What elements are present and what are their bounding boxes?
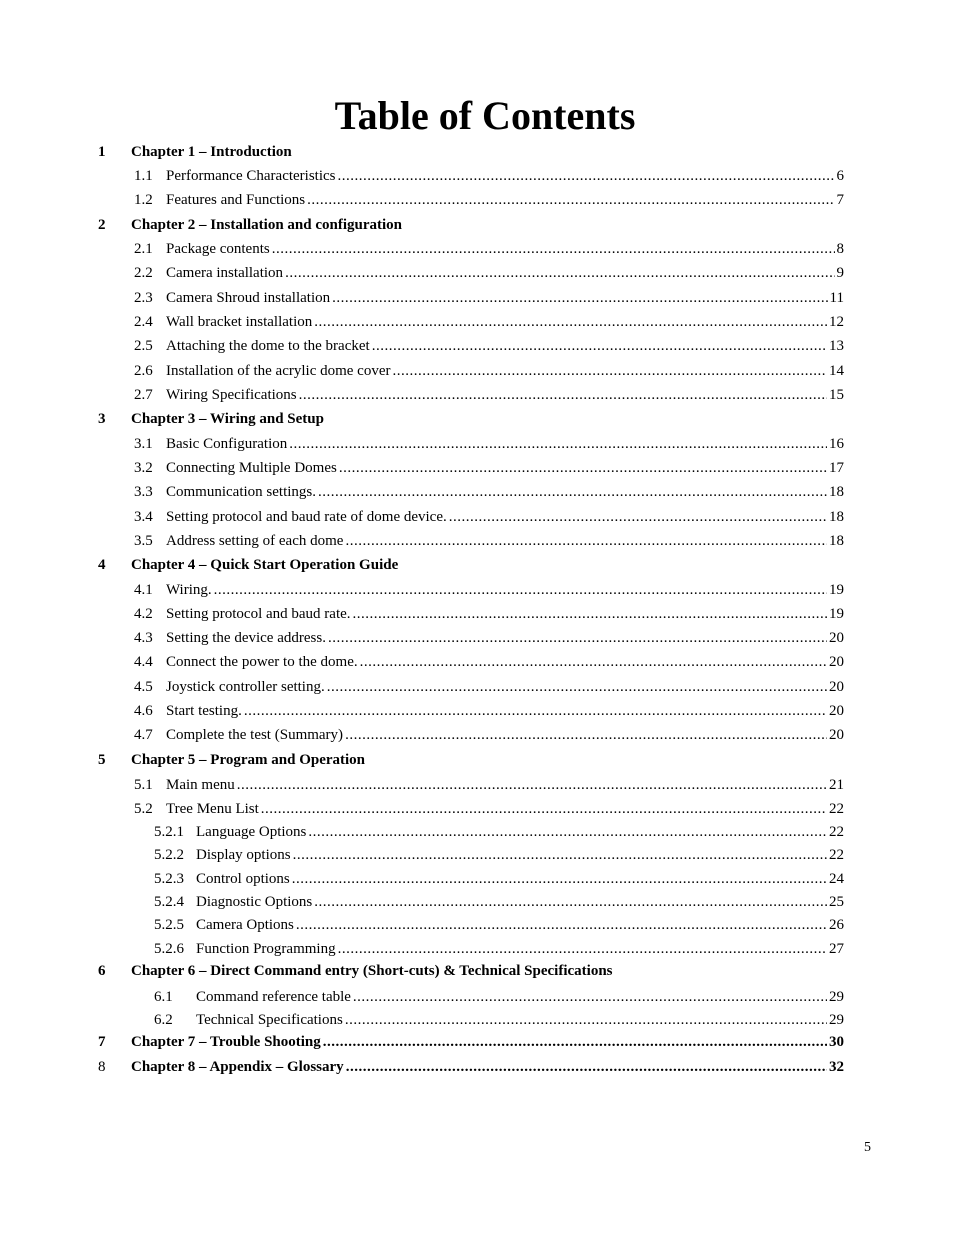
page-number: 5	[864, 1140, 871, 1155]
toc-entry-page: 22	[829, 801, 844, 817]
toc-entry[interactable]	[0, 892, 954, 912]
toc-entry-number: 2.3	[134, 290, 153, 306]
toc-entry-title: Features and Functions	[166, 192, 306, 208]
toc-dot-leader	[289, 434, 827, 454]
toc-dot-leader	[237, 775, 827, 795]
toc-entry-title: Setting protocol and baud rate of dome device.	[166, 509, 447, 525]
toc-entry-number: 6	[98, 963, 106, 979]
toc-dot-leader	[314, 312, 827, 332]
toc-dot-leader	[338, 166, 835, 186]
toc-entry-number: 7	[98, 1034, 106, 1050]
toc-entry-number: 2	[98, 217, 106, 233]
toc-entry[interactable]	[0, 263, 954, 283]
toc-entry[interactable]	[0, 628, 954, 648]
toc-entry-title: Chapter 3 – Wiring and Setup	[131, 411, 324, 427]
toc-entry-number: 8	[98, 1059, 106, 1075]
toc-entry-title: Installation of the acrylic dome cover	[166, 363, 391, 379]
toc-entry[interactable]	[0, 555, 954, 575]
toc-entry-number: 2.4	[134, 314, 153, 330]
toc-dot-leader	[353, 987, 827, 1007]
toc-dot-leader	[360, 652, 827, 672]
toc-entry-page: 24	[829, 871, 844, 887]
toc-entry[interactable]	[0, 409, 954, 429]
toc-entry-number: 2.2	[134, 265, 153, 281]
toc-entry-page: 27	[829, 941, 844, 957]
toc-entry-number: 4.7	[134, 727, 153, 743]
toc-entry-number: 5.2.2	[154, 847, 184, 863]
toc-dot-leader	[318, 482, 827, 502]
toc-entry-title: Chapter 4 – Quick Start Operation Guide	[131, 557, 399, 573]
toc-entry[interactable]	[0, 845, 954, 865]
toc-entry-number: 4	[98, 557, 106, 573]
toc-entry-page: 15	[829, 387, 844, 403]
toc-entry[interactable]	[0, 799, 954, 819]
toc-entry-page: 20	[829, 630, 844, 646]
toc-entry-page: 9	[836, 265, 844, 281]
toc-entry-title: Command reference table	[196, 989, 351, 1005]
toc-entry[interactable]	[0, 507, 954, 527]
toc-dot-leader	[244, 701, 827, 721]
toc-entry-title: Complete the test (Summary)	[166, 727, 344, 743]
toc-dot-leader	[345, 531, 827, 551]
toc-entry[interactable]	[0, 652, 954, 672]
toc-dot-leader	[393, 361, 828, 381]
toc-entry[interactable]	[0, 434, 954, 454]
toc-entry-title: Attaching the dome to the bracket	[166, 338, 370, 354]
toc-entry[interactable]	[0, 750, 954, 770]
toc-entry-number: 3.2	[134, 460, 153, 476]
toc-entry-title: Function Programming	[196, 941, 336, 957]
toc-entry-page: 13	[829, 338, 844, 354]
toc-entry-title: Wiring.	[166, 582, 212, 598]
toc-entry[interactable]	[0, 288, 954, 308]
toc-entry[interactable]	[0, 604, 954, 624]
toc-dot-leader	[449, 507, 827, 527]
toc-entry-number: 4.3	[134, 630, 153, 646]
toc-entry-number: 5.1	[134, 777, 153, 793]
toc-dot-leader	[296, 915, 827, 935]
toc-entry[interactable]	[0, 336, 954, 356]
toc-entry-number: 5.2.4	[154, 894, 184, 910]
toc-entry[interactable]	[0, 939, 954, 959]
toc-dot-leader	[328, 628, 827, 648]
toc-entry[interactable]	[0, 482, 954, 502]
toc-entry-page: 17	[829, 460, 844, 476]
toc-entry-number: 3.1	[134, 436, 153, 452]
toc-entry-page: 26	[829, 917, 844, 933]
toc-dot-leader	[339, 458, 827, 478]
toc-entry-page: 30	[829, 1034, 844, 1050]
toc-dot-leader	[372, 336, 827, 356]
toc-dot-leader	[272, 239, 835, 259]
toc-entry[interactable]	[0, 987, 954, 1007]
toc-dot-leader	[353, 604, 827, 624]
toc-entry-number: 4.5	[134, 679, 153, 695]
toc-entry-number: 2.7	[134, 387, 153, 403]
toc-entry-page: 20	[829, 727, 844, 743]
toc-dot-leader	[345, 1010, 827, 1030]
toc-entry-number: 1.1	[134, 168, 153, 184]
toc-entry[interactable]	[0, 775, 954, 795]
toc-entry-title: Main menu	[166, 777, 235, 793]
toc-dot-leader	[292, 869, 827, 889]
toc-entry[interactable]	[0, 677, 954, 697]
toc-entry[interactable]	[0, 142, 954, 162]
toc-entry-page: 18	[829, 533, 844, 549]
toc-entry-number: 3	[98, 411, 106, 427]
toc-entry-number: 2.5	[134, 338, 153, 354]
toc-entry-number: 3.5	[134, 533, 153, 549]
toc-entry-page: 29	[829, 989, 844, 1005]
toc-entry-title: Connect the power to the dome.	[166, 654, 358, 670]
toc-entry[interactable]	[0, 190, 954, 210]
toc-entry-title: Chapter 6 – Direct Command entry (Short-cuts) & Technical Specifications	[131, 963, 613, 979]
toc-entry-page: 19	[829, 582, 844, 598]
toc-entry-title: Wall bracket installation	[166, 314, 313, 330]
toc-dot-leader	[261, 799, 827, 819]
toc-entry-page: 18	[829, 484, 844, 500]
toc-entry-title: Chapter 2 – Installation and configuration	[131, 217, 403, 233]
toc-entry-page: 29	[829, 1012, 844, 1028]
toc-dot-leader	[307, 190, 834, 210]
toc-entry-page: 22	[829, 847, 844, 863]
toc-entry[interactable]	[0, 869, 954, 889]
toc-entry[interactable]	[0, 701, 954, 721]
toc-entry-number: 2.6	[134, 363, 153, 379]
toc-entry[interactable]	[0, 1010, 954, 1030]
toc-entry-title: Language Options	[196, 824, 307, 840]
toc-entry-title: Display options	[196, 847, 291, 863]
toc-entry-title: Camera Shroud installation	[166, 290, 331, 306]
toc-entry-number: 1	[98, 144, 106, 160]
toc-entry-title: Basic Configuration	[166, 436, 288, 452]
toc-dot-leader	[346, 1057, 827, 1077]
toc-entry-number: 5	[98, 752, 106, 768]
toc-entry-page: 20	[829, 679, 844, 695]
toc-dot-leader	[299, 385, 827, 405]
toc-entry-number: 5.2.6	[154, 941, 184, 957]
toc-entry-title: Chapter 5 – Program and Operation	[131, 752, 366, 768]
toc-entry-number: 4.4	[134, 654, 153, 670]
toc-entry-number: 1.2	[134, 192, 153, 208]
toc-entry[interactable]	[0, 1032, 954, 1052]
toc-entry-title: Package contents	[166, 241, 270, 257]
toc-entry-title: Wiring Specifications	[166, 387, 297, 403]
toc-entry-number: 4.2	[134, 606, 153, 622]
toc-dot-leader	[293, 845, 827, 865]
toc-entry-page: 32	[829, 1059, 844, 1075]
toc-entry-number: 3.4	[134, 509, 153, 525]
toc-entry-page: 8	[836, 241, 844, 257]
toc-dot-leader	[214, 580, 827, 600]
toc-dot-leader	[285, 263, 834, 283]
toc-entry-title: Camera Options	[196, 917, 294, 933]
toc-dot-leader	[338, 939, 827, 959]
toc-entry-title: Address setting of each dome	[166, 533, 344, 549]
toc-entry-number: 6.2	[154, 1012, 173, 1028]
toc-entry-title: Tree Menu List	[166, 801, 259, 817]
toc-entry-page: 19	[829, 606, 844, 622]
toc-entry-title: Chapter 8 – Appendix – Glossary	[131, 1059, 344, 1075]
toc-entry-page: 7	[836, 192, 844, 208]
toc-entry[interactable]	[0, 385, 954, 405]
toc-dot-leader	[308, 822, 827, 842]
toc-entry-title: Performance Characteristics	[166, 168, 336, 184]
toc-entry-number: 6.1	[154, 989, 173, 1005]
toc-entry-number: 5.2.1	[154, 824, 184, 840]
toc-entry-title: Connecting Multiple Domes	[166, 460, 337, 476]
toc-entry-title: Chapter 1 – Introduction	[131, 144, 292, 160]
toc-dot-leader	[327, 677, 827, 697]
toc-entry-page: 12	[829, 314, 844, 330]
toc-entry[interactable]	[0, 725, 954, 745]
toc-entry-number: 2.1	[134, 241, 153, 257]
toc-entry[interactable]	[0, 961, 954, 981]
toc-entry-page: 21	[829, 777, 844, 793]
toc-entry-title: Communication settings.	[166, 484, 316, 500]
toc-dot-leader	[332, 288, 827, 308]
toc-entry-page: 14	[829, 363, 844, 379]
toc-entry-page: 20	[829, 703, 844, 719]
toc-entry-number: 3.3	[134, 484, 153, 500]
page-title: Table of Contents	[334, 93, 636, 138]
toc-entry-title: Camera installation	[166, 265, 284, 281]
toc-entry[interactable]	[0, 531, 954, 551]
toc-entry-title: Chapter 7 – Trouble Shooting	[131, 1034, 321, 1050]
toc-entry[interactable]	[0, 239, 954, 259]
toc-entry-title: Setting the device address.	[166, 630, 326, 646]
toc-entry-title: Setting protocol and baud rate.	[166, 606, 351, 622]
toc-entry-page: 18	[829, 509, 844, 525]
toc-entry-page: 20	[829, 654, 844, 670]
toc-entry-number: 4.1	[134, 582, 153, 598]
toc-entry-title: Technical Specifications	[196, 1012, 343, 1028]
toc-entry[interactable]	[0, 915, 954, 935]
toc-entry-title: Start testing.	[166, 703, 242, 719]
toc-entry-page: 11	[829, 290, 844, 306]
toc-entry[interactable]	[0, 580, 954, 600]
toc-entry-title: Diagnostic Options	[196, 894, 313, 910]
toc-dot-leader	[345, 725, 827, 745]
toc-dot-leader	[314, 892, 827, 912]
toc-entry-number: 5.2	[134, 801, 153, 817]
toc-entry-title: Control options	[196, 871, 290, 887]
toc-entry-page: 22	[829, 824, 844, 840]
toc-entry[interactable]	[0, 1057, 954, 1077]
toc-entry[interactable]	[0, 458, 954, 478]
toc-entry-title: Joystick controller setting.	[166, 679, 325, 695]
toc-entry-number: 5.2.5	[154, 917, 184, 933]
toc-entry[interactable]	[0, 166, 954, 186]
toc-entry-page: 25	[829, 894, 844, 910]
toc-entry[interactable]	[0, 312, 954, 332]
toc-entry[interactable]	[0, 215, 954, 235]
toc-dot-leader	[323, 1032, 827, 1052]
toc-entry-number: 5.2.3	[154, 871, 184, 887]
toc-entry[interactable]	[0, 822, 954, 842]
toc-entry-page: 6	[836, 168, 844, 184]
toc-entry[interactable]	[0, 361, 954, 381]
toc-entry-number: 4.6	[134, 703, 153, 719]
toc-entry-page: 16	[829, 436, 844, 452]
